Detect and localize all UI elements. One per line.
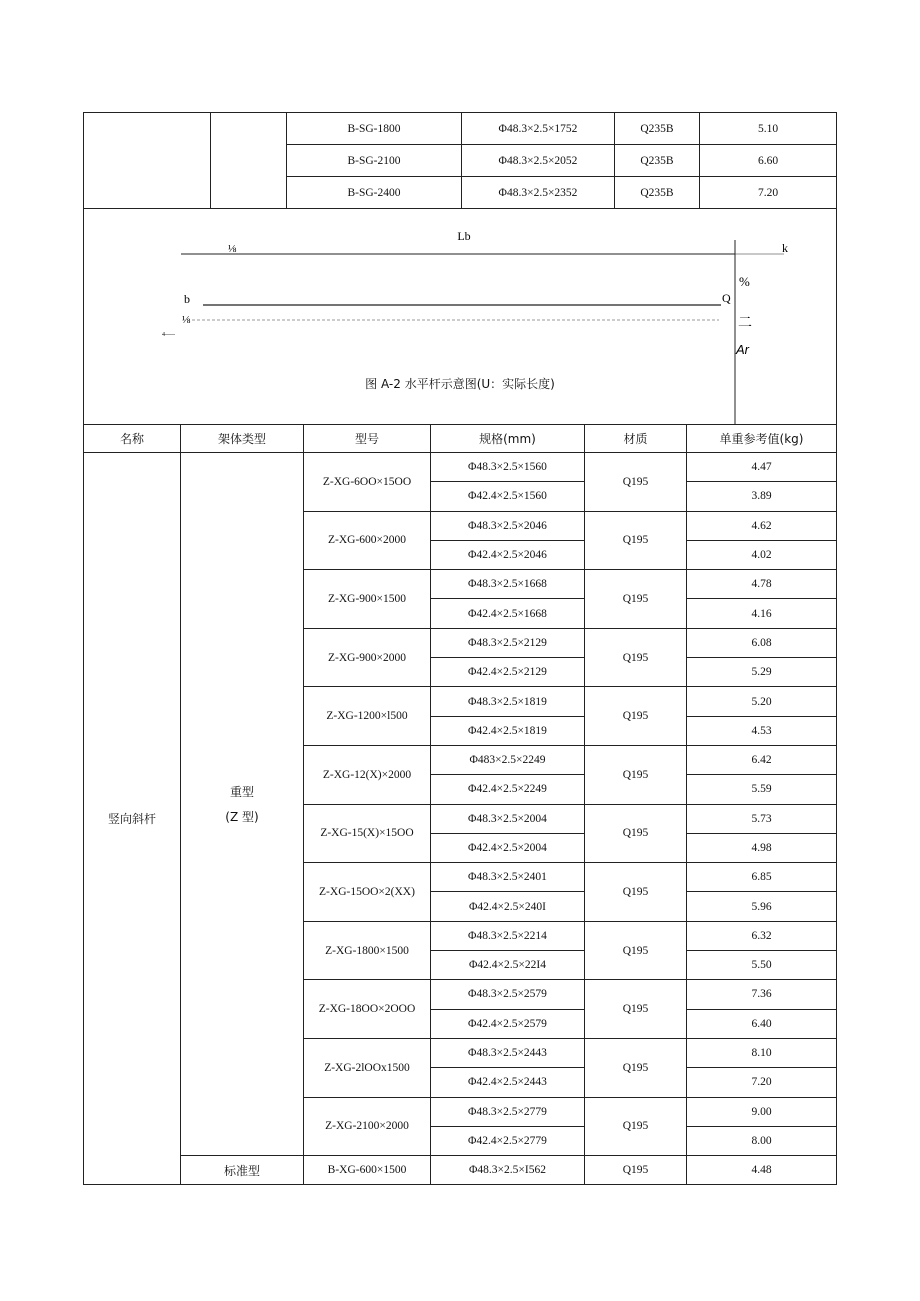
material-cell: Q195	[585, 745, 687, 804]
material-cell: Q195	[585, 1156, 687, 1185]
type-heavy-line1: 重型	[229, 785, 254, 800]
material-cell: Q195	[585, 1038, 687, 1097]
model-cell: B-SG-2100	[287, 145, 462, 177]
material-cell: Q195	[585, 804, 687, 863]
table-row	[84, 113, 837, 145]
material-cell: Q235B	[615, 113, 700, 145]
top-table	[83, 112, 837, 209]
weight-cell: 5.29	[687, 658, 837, 687]
spec-cell: Φ48.3×2.5×1819	[431, 687, 585, 716]
material-cell: Q195	[585, 687, 687, 746]
model-cell: Z-XG-2100×2000	[304, 1097, 431, 1156]
spec-cell: Φ42.4×2.5×240I	[431, 892, 585, 921]
weight-cell: 6.08	[687, 628, 837, 657]
weight-cell: 4.98	[687, 833, 837, 862]
label-ar: Ar	[736, 342, 749, 357]
table-row-standard	[84, 1156, 837, 1185]
model-cell: B-SG-1800	[287, 113, 462, 145]
spec-cell: Φ48.3×2.5×I562	[431, 1156, 585, 1185]
spec-cell: Φ42.4×2.5×2129	[431, 658, 585, 687]
spec-cell: Φ48.3×2.5×2443	[431, 1038, 585, 1067]
label-b: b	[184, 292, 190, 306]
main-table	[83, 424, 837, 1185]
header-spec: 规格(mm)	[431, 425, 585, 453]
weight-cell: 3.89	[687, 482, 837, 511]
spec-cell: Φ42.4×2.5×22I4	[431, 951, 585, 980]
spec-cell: Φ48.3×2.5×2004	[431, 804, 585, 833]
material-cell: Q195	[585, 511, 687, 570]
label-q: Q	[722, 291, 731, 305]
weight-cell: 7.20	[687, 1068, 837, 1097]
weight-cell: 6.42	[687, 745, 837, 774]
figure-caption: 图 A-2 水平杆示意图(U：实际长度)	[365, 377, 555, 391]
header-name: 名称	[84, 425, 181, 453]
weight-cell: 6.40	[687, 1009, 837, 1038]
spec-cell: Φ48.3×2.5×1668	[431, 570, 585, 599]
weight-cell: 5.50	[687, 951, 837, 980]
material-cell: Q195	[585, 980, 687, 1039]
type-cell-standard: 标准型	[181, 1156, 304, 1185]
spec-cell: Φ48.3×2.5×2401	[431, 863, 585, 892]
table-row	[84, 453, 837, 482]
spec-cell: Φ48.3×2.5×2214	[431, 921, 585, 950]
weight-cell: 5.59	[687, 775, 837, 804]
model-cell: Z-XG-18OO×2OOO	[304, 980, 431, 1039]
weight-cell: 5.20	[687, 687, 837, 716]
model-cell: Z-XG-6OO×15OO	[304, 453, 431, 512]
header-weight: 单重参考值(kg)	[687, 425, 837, 453]
spec-cell: Φ42.4×2.5×1560	[431, 482, 585, 511]
name-cell: 竖向斜杆	[84, 453, 181, 1185]
model-cell: B-XG-600×1500	[304, 1156, 431, 1185]
label-k: k	[782, 241, 788, 255]
spec-cell: Φ48.3×2.5×2579	[431, 980, 585, 1009]
material-cell: Q235B	[615, 145, 700, 177]
model-cell: Z-XG-15(X)×15OO	[304, 804, 431, 863]
material-cell: Q195	[585, 570, 687, 629]
spec-cell: Φ42.4×2.5×2004	[431, 833, 585, 862]
weight-cell: 9.00	[687, 1097, 837, 1126]
label-lb: Lb	[457, 229, 471, 243]
material-cell: Q235B	[615, 177, 700, 209]
type-heavy-line2: (Z 型)	[225, 810, 259, 825]
spec-cell: Φ483×2.5×2249	[431, 745, 585, 774]
weight-cell: 7.36	[687, 980, 837, 1009]
model-cell: Z-XG-600×2000	[304, 511, 431, 570]
spec-cell: Φ42.4×2.5×1668	[431, 599, 585, 628]
weight-cell: 8.00	[687, 1126, 837, 1155]
material-cell: Q195	[585, 1097, 687, 1156]
spec-cell: Φ42.4×2.5×2443	[431, 1068, 585, 1097]
spec-cell: Φ48.3×2.5×2352	[462, 177, 615, 209]
label-dash-char: 二	[738, 315, 752, 331]
spec-cell: Φ42.4×2.5×2779	[431, 1126, 585, 1155]
weight-cell: 5.10	[700, 113, 837, 145]
weight-cell: 4.48	[687, 1156, 837, 1185]
name-cell-empty	[84, 113, 211, 209]
spec-cell: Φ42.4×2.5×1819	[431, 716, 585, 745]
spec-cell: Φ42.4×2.5×2249	[431, 775, 585, 804]
spec-cell: Φ48.3×2.5×2779	[431, 1097, 585, 1126]
weight-cell: 6.32	[687, 921, 837, 950]
header-model: 型号	[304, 425, 431, 453]
type-cell-heavy	[181, 453, 304, 1156]
material-cell: Q195	[585, 453, 687, 512]
header-row	[84, 425, 837, 453]
material-cell: Q195	[585, 921, 687, 980]
model-cell: Z-XG-900×1500	[304, 570, 431, 629]
weight-cell: 4.02	[687, 540, 837, 569]
weight-cell: 5.96	[687, 892, 837, 921]
weight-cell: 4.62	[687, 511, 837, 540]
spec-cell: Φ48.3×2.5×2052	[462, 145, 615, 177]
figure-panel	[83, 207, 837, 424]
model-cell: Z-XG-15OO×2(XX)	[304, 863, 431, 922]
model-cell: B-SG-2400	[287, 177, 462, 209]
type-cell-empty	[211, 113, 287, 209]
material-cell: Q195	[585, 628, 687, 687]
material-cell: Q195	[585, 863, 687, 922]
weight-cell: 8.10	[687, 1038, 837, 1067]
weight-cell: 4.53	[687, 716, 837, 745]
spec-cell: Φ48.3×2.5×2129	[431, 628, 585, 657]
model-cell: Z-XG-900×2000	[304, 628, 431, 687]
label-fraction-bottom: ⅛	[182, 314, 191, 326]
weight-cell: 7.20	[700, 177, 837, 209]
header-type: 架体类型	[181, 425, 304, 453]
spec-cell: Φ48.3×2.5×1560	[431, 453, 585, 482]
label-small-4: 4-----	[162, 332, 175, 338]
spec-cell: Φ48.3×2.5×2046	[431, 511, 585, 540]
spec-cell: Φ42.4×2.5×2579	[431, 1009, 585, 1038]
model-cell: Z-XG-1200×l500	[304, 687, 431, 746]
label-fraction-top: ⅛	[228, 243, 237, 255]
weight-cell: 4.16	[687, 599, 837, 628]
weight-cell: 6.85	[687, 863, 837, 892]
weight-cell: 4.78	[687, 570, 837, 599]
spec-cell: Φ48.3×2.5×1752	[462, 113, 615, 145]
label-percent: %	[739, 274, 750, 289]
weight-cell: 5.73	[687, 804, 837, 833]
model-cell: Z-XG-12(X)×2000	[304, 745, 431, 804]
model-cell: Z-XG-2lOOx1500	[304, 1038, 431, 1097]
spec-cell: Φ42.4×2.5×2046	[431, 540, 585, 569]
header-material: 材质	[585, 425, 687, 453]
model-cell: Z-XG-1800×1500	[304, 921, 431, 980]
weight-cell: 6.60	[700, 145, 837, 177]
weight-cell: 4.47	[687, 453, 837, 482]
